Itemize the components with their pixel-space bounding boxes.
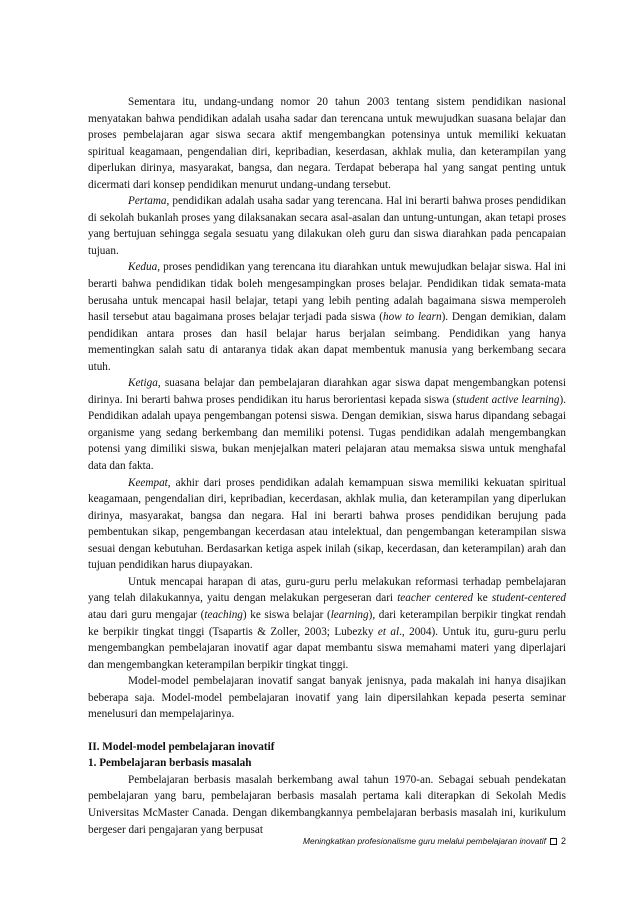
emphasis-term: et al [377, 625, 400, 638]
paragraph-reformasi [88, 574, 566, 673]
paragraph-text: ) ke siswa belajar ( [242, 608, 331, 621]
paragraph-text: , pendidikan adalah usaha sadar yang terencana. Hal ini berarti bahwa proses pendidikan di sekolah bukanlah proses yang dilaksanakan secara asal-asalan dan untung-untungan, akan tetapi proses yang bertujuan sehingga segala sesuatu yang dilakukan oleh guru dan siswa diarahkan pada pencapaian tujuan. [88, 195, 566, 257]
section-spacer [88, 723, 566, 739]
paragraph-text: ). Pendidikan adalah upaya pengembangan potensi siswa. Dengan demikian, siswa harus dipandang sebagai organisme yang sedang berkembang dan memiliki potensi. Tugas pendidikan adalah mengembangkan potensi yang dimiliki siswa, bukan menjejalkan materi pelajaran atau memaksa siswa untuk menghafal data dan fakta. [88, 393, 566, 473]
paragraph-text: , proses pendidikan yang terencana itu diarahkan untuk mewujudkan belajar siswa. Hal ini berarti bahwa pendidikan tidak boleh mengesampingkan proses belajar. Pendidikan tidak semata-mata berusaha untuk mencapai hasil belajar, tetapi yang lebih penting adalah bagaimana siswa memperoleh hasil tersebut atau bagaimana proses belajar terjadi pada siswa ( [88, 261, 566, 324]
paragraph-intro [88, 94, 566, 193]
footer-text: Meningkatkan profesionalisme guru melalui pembelajaran inovatif [302, 836, 546, 846]
paragraph-model-model [88, 673, 566, 723]
section-heading: II. Model-model pembelajaran inovatif [88, 740, 275, 753]
paragraph-text: ), dari keterampilan berpikir tingkat rendah ke berpikir tingkat tinggi (Tsapartis & Zoller, 2003; Lubezky [88, 608, 566, 638]
emphasis-term: teacher centered [397, 592, 473, 605]
paragraph-text: atau dari guru mengajar ( [88, 608, 205, 621]
emphasis-lead: Ketiga [128, 377, 158, 390]
paragraph-keempat [88, 475, 566, 574]
subsection-heading: 1. Pembelajaran berbasis masalah [88, 757, 252, 770]
page-number: 2 [560, 836, 566, 846]
paragraph-text: , akhir dari proses pendidikan adalah kemampuan siswa memiliki kekuatan spiritual keagamaan, pengendalian diri, kepribadian, kecerdasan, akhlak mulia, dan keterampilan yang diperlukan dirinya, masyarakat, bangsa dan negara. Hal ini berarti bahwa proses pendidikan berujung pada pembentukan sikap, pengembangan kecerdasan atau intelektual, dan pengembangan keterampilan siswa sesuai dengan kebutuhan. Berdasarkan ketiga aspek inilah (sikap, kecerdasan, dan keterampilan) arah dan tujuan pendidikan harus diupayakan. [88, 476, 566, 572]
paragraph-ketiga [88, 375, 566, 474]
paragraph-text: Pembelajaran berbasis masalah berkembang awal tahun 1970-an. Sebagai sebuah pendekatan pembelajaran yang baru, pembelajaran berbasis masalah pertama kali diterapkan di Sekolah Medis Universitas McMaster Canada. Dengan dikembangkannya pembelajaran berbasis masalah ini, kurikulum bergeser dari pengajaran yang berpusat [88, 773, 566, 836]
paragraph-text: , suasana belajar dan pembelajaran diarahkan agar siswa dapat mengembangkan potensi dirinya. Ini berarti bahwa proses pendidikan itu harus berorientasi kepada siswa ( [88, 377, 566, 406]
emphasis-lead: Pertama [128, 195, 167, 208]
paragraph-text: Sementara itu, undang-undang nomor 20 tahun 2003 tentang sistem pendidikan nasional menyatakan bahwa pendidikan adalah usaha sadar dan terencana untuk mewujudkan suasana belajar dan proses pembelajaran agar siswa secara aktif mengembangkan potensinya untuk memiliki kekuatan spiritual keagamaan, pengendalian diri, kepribadian, keserdasan, akhlak mulia, dan keterampilan yang diperlukan dirinya, masyarakat, bangsa, dan negara. Terdapat beberapa hal yang sangat penting untuk dicermati dari konsep pendidikan menurut undang-undang tersebut. [88, 96, 566, 191]
paragraph-text: Untuk mencapai harapan di atas, guru-guru perlu melakukan reformasi terhadap pembelajaran yang telah dilakukannya, yaitu dengan melakukan pergeseran dari [88, 575, 566, 605]
paragraph-kedua [88, 259, 566, 375]
emphasis-lead: Keempat [128, 476, 168, 489]
page-body [88, 94, 566, 838]
page-footer [303, 836, 566, 846]
emphasis-term: student-centered [491, 592, 566, 605]
square-bullet-icon [550, 838, 557, 845]
emphasis-term: learning [330, 608, 369, 621]
emphasis-lead: Kedua [128, 261, 158, 274]
emphasis-term: student active learning [456, 393, 560, 406]
paragraph-pertama [88, 193, 566, 259]
emphasis-term: how to learn [383, 311, 442, 324]
paragraph-pbm [88, 772, 566, 838]
paragraph-text: ). Dengan demikian, dalam pendidikan antara proses dan hasil belajar harus berjalan seimbang. Pendidikan yang hanya mementingkan salah satu di antaranya tidak akan dapat membentuk manusia yang berkembang secara utuh. [88, 311, 566, 373]
paragraph-text: ., 2004). Untuk itu, guru-guru perlu mengembangkan pembelajaran inovatif agar dapat membantu siswa memahami materi yang diperlajari dan mengembangkan keterampilan berpikir tingkat tinggi. [88, 625, 566, 671]
emphasis-term: teaching [204, 608, 243, 621]
paragraph-text: Model-model pembelajaran inovatif sangat banyak jenisnya, pada makalah ini hanya disajikan beberapa saja. Model-model pembelajaran inovatif yang lain dipersilahkan kepada peserta seminar menelusuri dan mempelajarinya. [88, 675, 566, 721]
paragraph-text: ke [472, 592, 492, 605]
